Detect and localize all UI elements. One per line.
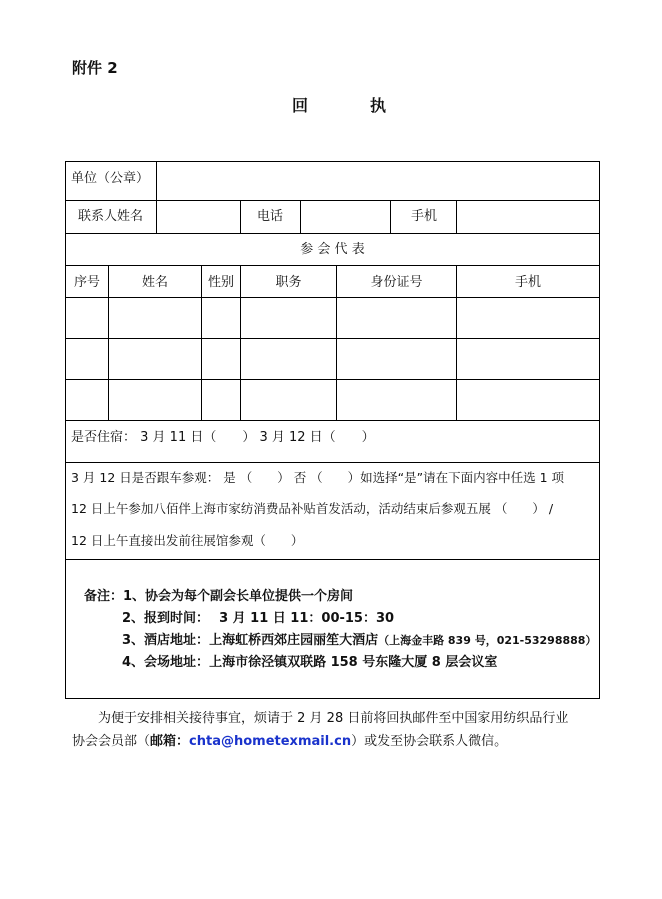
col-header-position: 职务 [275,275,302,290]
footer-line-2-pre: 协会会员部（ [72,734,151,749]
col-header-id-number: 身份证号 [370,275,423,290]
delegates-header: 参 会 代 表 [300,242,365,257]
title-char-1: 回 [292,96,309,115]
note-3-value: 上海虹桥西郊庄园丽笙大酒店 [209,633,379,648]
tour-option-2: 12 日上午直接出发前往展馆参观（ ） [71,533,304,548]
contact-name-field[interactable] [157,201,240,233]
note-3-label: 酒店地址： [144,633,210,648]
unit-label: 单位（公章） [71,171,150,186]
note-1 [84,585,353,604]
note-4 [122,651,497,670]
tour-option-1: 12 日上午参加八佰伴上海市家纺消费品补贴首发活动，活动结束后参观五展 （ ） / [71,501,554,516]
tour-question: 3 月 12 日是否跟车参观： 是 （ ） 否 （ ）如选择“是”请在下面内容中任选 1 项 [71,470,565,485]
note-2-prefix: 2、 [122,611,145,626]
footer-line-2-post: ）或发至协会联系人微信。 [351,734,508,749]
delegate-row-3[interactable] [66,380,599,420]
col-header-gender: 性别 [207,275,234,290]
email-link[interactable]: chta@hometexmail.cn [189,734,352,749]
unit-field[interactable] [157,162,599,200]
delegate-row-2[interactable] [66,339,599,379]
contact-name-label: 联系人姓名 [78,209,144,224]
col-header-mobile: 手机 [514,275,541,290]
footer-line-2 [72,730,507,749]
footer-line-1: 为便于安排相关接待事宜，烦请于 2 月 28 日前将回执邮件至中国家用纺织品行业 [98,711,569,726]
attachment-label: 附件 2 [72,59,118,77]
note-4-value: 上海市徐泾镇双联路 158 号东隆大厦 8 层会议室 [209,655,498,670]
page-title [292,93,386,116]
note-2-label: 报到时间： [144,611,210,626]
note-3 [122,629,596,648]
note-2 [122,607,394,626]
lodging-question: 是否住宿： 3 月 11 日（ ） 3 月 12 日（ ） [71,430,375,445]
email-label: 邮箱： [150,734,190,749]
note-3-extra: （上海金丰路 839 号，021-53298888） [378,634,597,647]
phone-field[interactable] [301,201,390,233]
mobile-label: 手机 [411,209,438,224]
phone-label: 电话 [257,209,284,224]
note-2-value: 3 月 11 日 11：00-15：30 [219,611,395,626]
note-3-prefix: 3、 [122,633,145,648]
note-1-prefix: 备注：1、 [84,589,146,604]
note-4-label: 会场地址： [144,655,210,670]
delegate-row-1[interactable] [66,298,599,338]
mobile-field[interactable] [457,201,599,233]
note-1-text: 协会为每个副会长单位提供一个房间 [145,589,354,604]
note-4-prefix: 4、 [122,655,145,670]
title-char-2: 执 [370,96,387,115]
col-header-name: 姓名 [141,275,168,290]
col-header-number: 序号 [73,275,100,290]
